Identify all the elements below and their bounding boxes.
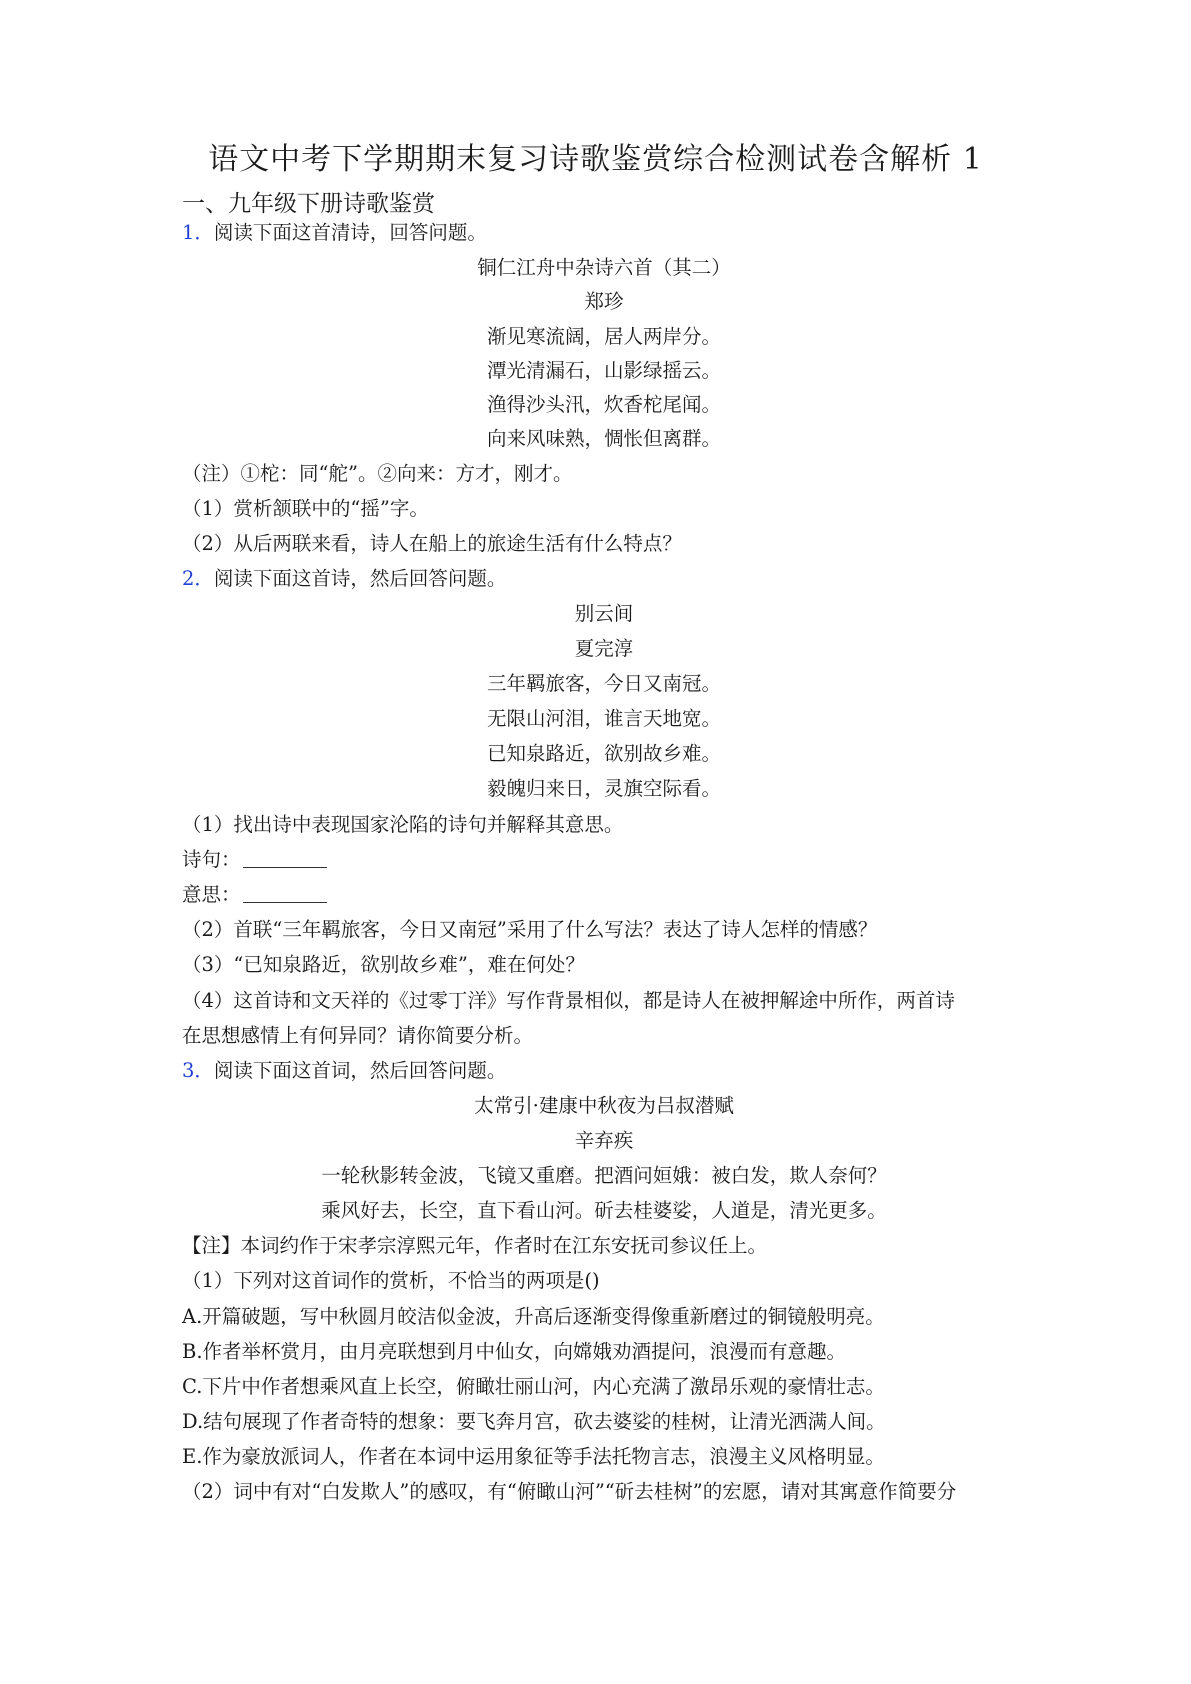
poem-line: 渐见寒流阔，居人两岸分。 xyxy=(486,325,721,348)
poem-title: 太常引·建康中秋夜为吕叔潜赋 xyxy=(474,1094,734,1117)
sub-question: （1）赏析颔联中的“摇”字。 xyxy=(182,497,429,520)
poem-note: 【注】本词约作于宋孝宗淳熙元年，作者时在江东安抚司参议任上。 xyxy=(182,1234,768,1257)
sub-question-continued: 在思想感情上有何异同？请你简要分析。 xyxy=(182,1024,534,1047)
sub-question: （3）“已知泉路近，欲别故乡难”，难在何处？ xyxy=(182,953,585,976)
option-d: D.结句展现了作者奇特的想象：要飞奔月宫，砍去婆娑的桂树，让清光洒满人间。 xyxy=(182,1410,886,1433)
question-3 xyxy=(182,1056,506,1086)
poem-title: 别云间 xyxy=(574,602,634,625)
poem-line: 渔得沙头汛，炊香柁尾闻。 xyxy=(486,393,721,416)
poem-line: 一轮秋影转金波，飞镜又重磨。把酒问姮娥：被白发，欺人奈何？ xyxy=(321,1164,887,1187)
poem-author: 辛弃疾 xyxy=(574,1129,634,1152)
poem-line: 三年羁旅客，今日又南冠。 xyxy=(486,672,721,695)
question-1 xyxy=(182,218,487,248)
question-2 xyxy=(182,564,506,594)
poem-note: （注）①柁：同“舵”。②向来：方才，刚才。 xyxy=(182,462,573,485)
sub-question: （1）找出诗中表现国家沦陷的诗句并解释其意思。 xyxy=(182,813,624,836)
poem-author: 夏完淳 xyxy=(574,637,634,660)
option-a: A.开篇破题，写中秋圆月皎洁似金波，升高后逐渐变得像重新磨过的铜镜般明亮。 xyxy=(182,1305,885,1328)
question-number: 2． xyxy=(182,567,214,590)
section-heading: 一、九年级下册诗歌鉴赏 xyxy=(182,191,435,217)
answer-line-verse xyxy=(182,845,327,875)
page-title: 语文中考下学期期末复习诗歌鉴赏综合检测试卷含解析 1 xyxy=(208,142,983,177)
poem-line: 向来风味熟，惆怅但离群。 xyxy=(486,427,721,450)
question-number: 1． xyxy=(182,221,214,244)
poem-line: 毅魄归来日，灵旗空际看。 xyxy=(486,777,721,800)
question-prompt: 阅读下面这首清诗，回答问题。 xyxy=(213,221,487,244)
answer-blank[interactable] xyxy=(243,882,327,903)
sub-question: （2）首联“三年羁旅客，今日又南冠”采用了什么写法？表达了诗人怎样的情感？ xyxy=(182,918,878,941)
sub-question: （4）这首诗和文天祥的《过零丁洋》写作背景相似，都是诗人在被押解途中所作，两首诗 xyxy=(182,989,955,1012)
poem-line: 无限山河泪，谁言天地宽。 xyxy=(486,707,721,730)
poem-title: 铜仁江舟中杂诗六首（其二） xyxy=(477,256,731,279)
question-prompt: 阅读下面这首词，然后回答问题。 xyxy=(213,1059,507,1082)
answer-blank[interactable] xyxy=(243,847,327,868)
poem-line: 潭光清漏石，山影绿摇云。 xyxy=(486,359,721,382)
answer-line-meaning xyxy=(182,880,327,910)
poem-line: 乘风好去，长空，直下看山河。斫去桂婆娑，人道是，清光更多。 xyxy=(321,1199,887,1222)
option-e: E.作为豪放派词人，作者在本词中运用象征等手法托物言志，浪漫主义风格明显。 xyxy=(182,1445,885,1468)
question-number: 3． xyxy=(182,1059,214,1082)
sub-question: （2）词中有对“白发欺人”的感叹，有“俯瞰山河”“斫去桂树”的宏愿，请对其寓意作简要分 xyxy=(182,1480,957,1503)
answer-label: 诗句： xyxy=(182,848,241,871)
option-b: B.作者举杯赏月，由月亮联想到月中仙女，向嫦娥劝酒提问，浪漫而有意趣。 xyxy=(182,1340,847,1363)
answer-label: 意思： xyxy=(182,883,241,906)
sub-question: （1）下列对这首词作的赏析，不恰当的两项是() xyxy=(182,1269,600,1292)
option-c: C.下片中作者想乘风直上长空，俯瞰壮丽山河，内心充满了激昂乐观的豪情壮志。 xyxy=(182,1375,885,1398)
poem-line: 已知泉路近，欲别故乡难。 xyxy=(486,742,721,765)
sub-question: （2）从后两联来看，诗人在船上的旅途生活有什么特点？ xyxy=(182,532,682,555)
question-prompt: 阅读下面这首诗，然后回答问题。 xyxy=(213,567,507,590)
poem-author: 郑珍 xyxy=(584,290,624,313)
